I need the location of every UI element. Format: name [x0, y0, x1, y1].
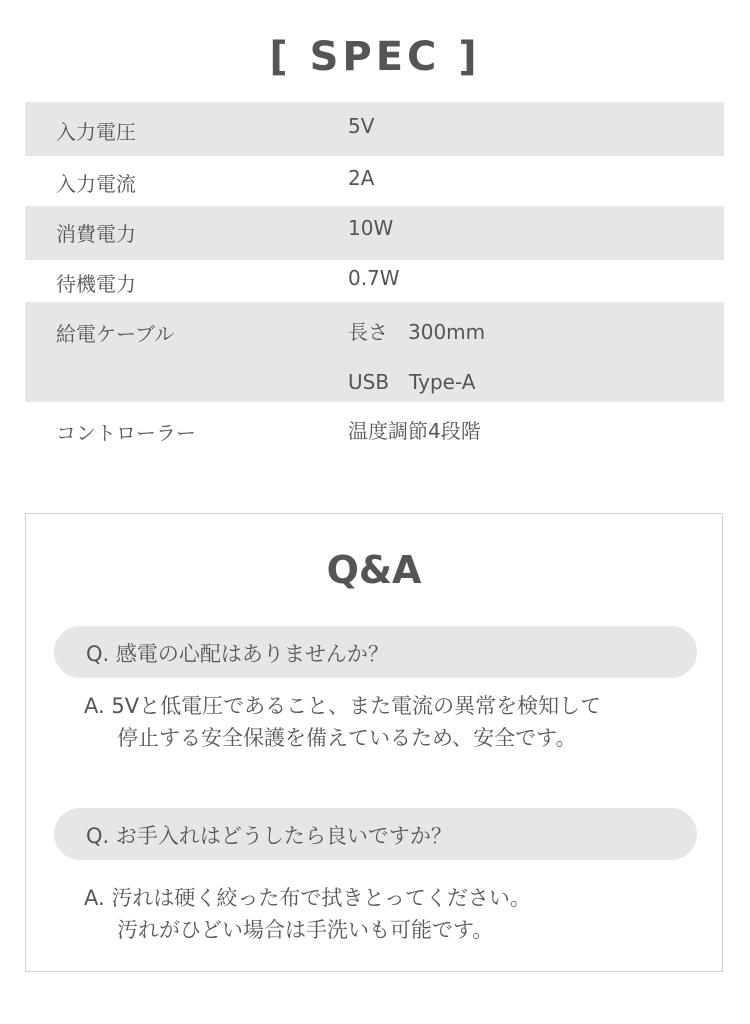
spec-row-controller [25, 402, 724, 456]
spec-label: 入力電圧 [56, 120, 136, 144]
spec-label: 待機電力 [56, 272, 136, 296]
spec-value: 温度調節4段階 [348, 419, 481, 443]
question-pill [54, 626, 697, 678]
spec-value: 10W [348, 216, 394, 240]
spec-label: コントローラー [56, 421, 196, 445]
spec-row-power-consumption [25, 206, 724, 260]
answer-line: 停止する安全保護を備えているため、安全です。 [117, 726, 577, 750]
spec-value: USB Type-A [348, 370, 476, 394]
question-pill [54, 808, 697, 860]
spec-title: [ SPEC ] [269, 34, 481, 80]
spec-label: 入力電流 [56, 172, 136, 196]
spec-row-power-cable [25, 302, 724, 402]
spec-value: 0.7W [348, 266, 400, 290]
qa-title: Q&A [326, 548, 422, 592]
answer-line: 汚れがひどい場合は手洗いも可能です。 [117, 918, 494, 942]
spec-row-input-current [25, 156, 724, 206]
spec-value: 5V [348, 114, 375, 138]
spec-row-standby-power [25, 260, 724, 302]
spec-label: 消費電力 [56, 222, 136, 246]
answer-text [84, 690, 694, 754]
answer-line: A. 汚れは硬く絞った布で拭きとってください。 [84, 886, 531, 910]
spec-label: 給電ケーブル [56, 322, 175, 346]
spec-value: 長さ 300mm [348, 320, 486, 344]
question-text: Q. お手入れはどうしたら良いですか？ [86, 824, 452, 848]
answer-line: A. 5Vと低電圧であること、また電流の異常を検知して [84, 694, 602, 718]
question-text: Q. 感電の心配はありませんか？ [86, 642, 389, 666]
spec-table [25, 102, 724, 456]
answer-text [84, 882, 694, 946]
spec-value: 2A [348, 166, 375, 190]
spec-row-input-voltage [25, 102, 724, 156]
qa-section [25, 513, 723, 972]
